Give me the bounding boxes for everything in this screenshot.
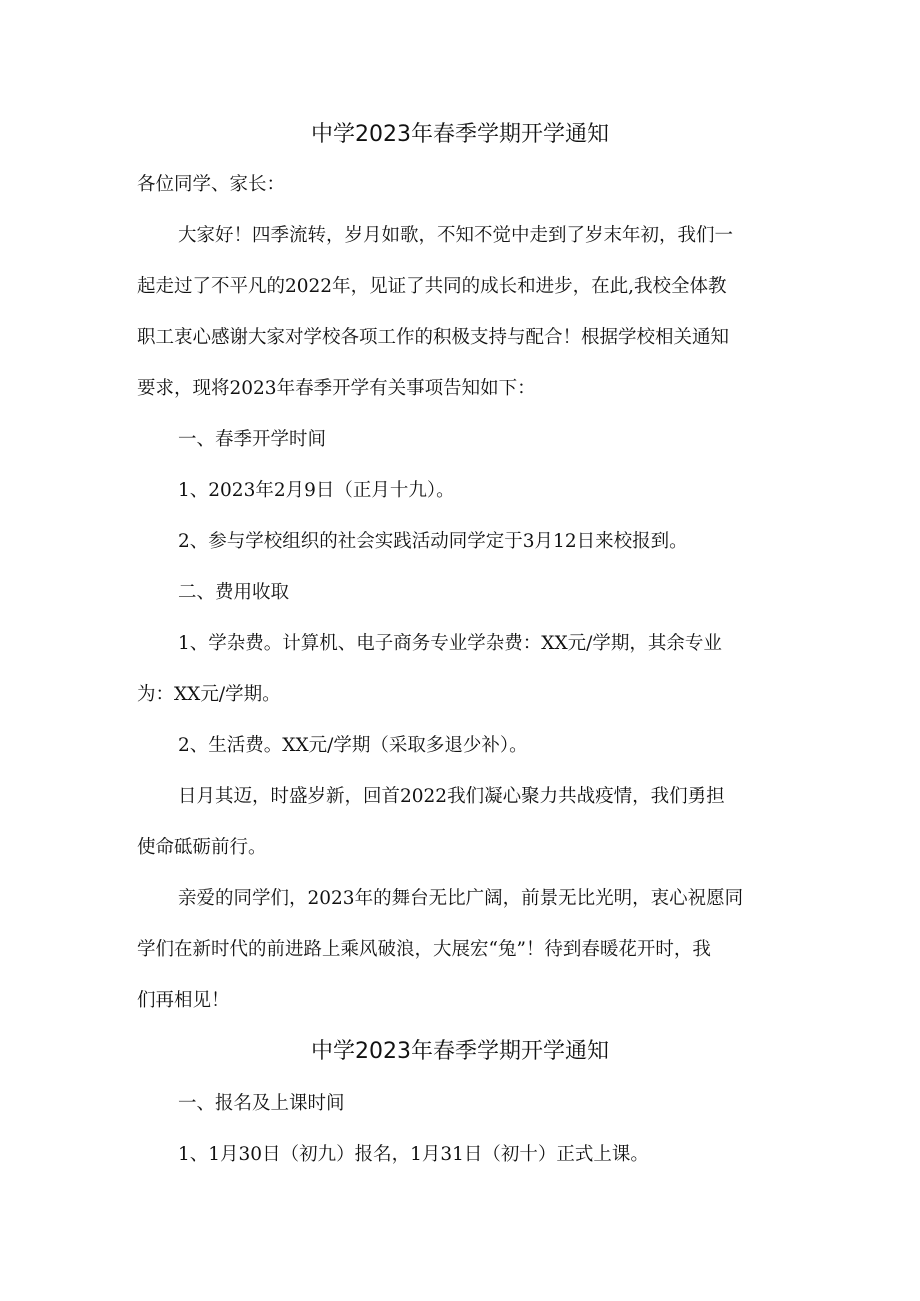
document-title: 中学2023年春季学期开学通知 bbox=[311, 122, 609, 147]
intro-paragraph-line: 要求，现将2023年春季开学有关事项告知如下： bbox=[137, 378, 536, 399]
living-fee-item: 2、生活费。XX元/学期（采取多退少补）。 bbox=[178, 735, 528, 756]
document-title-second: 中学2023年春季学期开学通知 bbox=[311, 1039, 609, 1064]
intro-paragraph-line: 职工衷心感谢大家对学校各项工作的积极支持与配合！根据学校相关通知 bbox=[137, 327, 730, 348]
practice-report-item: 2、参与学校组织的社会实践活动同学定于3月12日来校报到。 bbox=[178, 531, 688, 552]
closing-paragraph-line: 日月其迈，时盛岁新，回首2022我们凝心聚力共战疫情，我们勇担 bbox=[178, 786, 725, 807]
wishes-paragraph-line: 亲爱的同学们，2023年的舞台无比广阔，前景无比光明，衷心祝愿同 bbox=[178, 888, 744, 909]
tuition-fee-item-line: 为：XX元/学期。 bbox=[137, 684, 281, 705]
section-heading-fees: 二、费用收取 bbox=[178, 582, 290, 603]
salutation: 各位同学、家长： bbox=[137, 174, 286, 195]
section-heading-registration: 一、报名及上课时间 bbox=[178, 1093, 345, 1114]
section-heading-start-time: 一、春季开学时间 bbox=[178, 429, 327, 450]
closing-paragraph-line: 使命砥砺前行。 bbox=[137, 837, 267, 858]
start-date-item: 1、2023年2月9日（正月十九）。 bbox=[178, 480, 455, 501]
registration-date-item: 1、1月30日（初九）报名，1月31日（初十）正式上课。 bbox=[178, 1144, 649, 1165]
wishes-paragraph-line: 学们在新时代的前进路上乘风破浪，大展宏“兔”！待到春暖花开时，我 bbox=[137, 939, 711, 960]
wishes-paragraph-line: 们再相见！ bbox=[137, 990, 230, 1011]
tuition-fee-item-line: 1、学杂费。计算机、电子商务专业学杂费：XX元/学期，其余专业 bbox=[178, 633, 722, 654]
intro-paragraph-line: 大家好！四季流转，岁月如歌，不知不觉中走到了岁末年初，我们一 bbox=[178, 225, 734, 246]
intro-paragraph-line: 起走过了不平凡的2022年，见证了共同的成长和进步，在此,我校全体教 bbox=[137, 276, 727, 297]
